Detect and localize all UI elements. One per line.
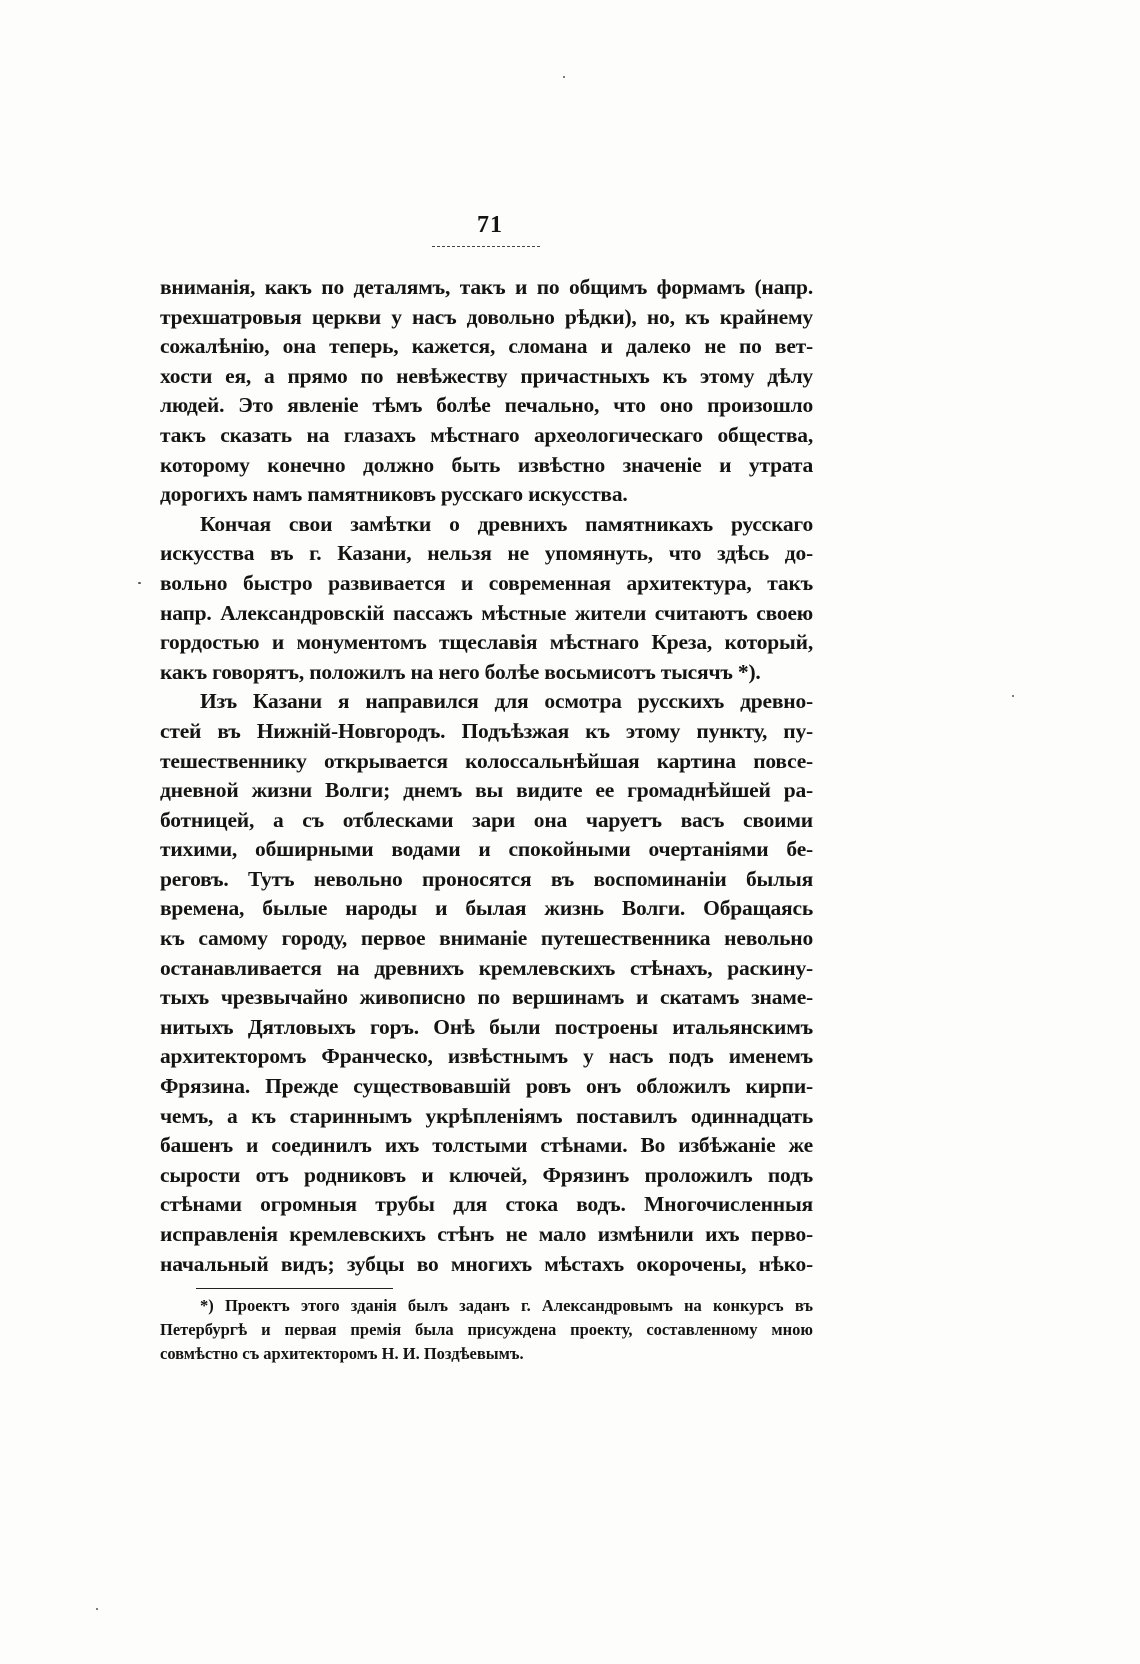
text-line: дневной жизни Волги; днемъ вы видите ее громаднѣйшей ра- [160, 778, 813, 803]
text-line: Кончая свои замѣтки о древнихъ памятникахъ русскаго [200, 511, 813, 536]
text-line: архитекторомъ Франческо, извѣстнымъ у насъ подъ именемъ [160, 1044, 813, 1069]
body-text [160, 273, 813, 1279]
text-line: останавливается на древнихъ кремлевскихъ стѣнахъ, раскину- [160, 955, 813, 980]
text-line: сожалѣнію, она теперь, кажется, сломана и далеко не по вет- [160, 334, 813, 359]
text-line: вольно быстро развивается и современная архитектура, такъ [160, 570, 813, 595]
text-line: времена, былые народы и былая жизнь Волги. Обращаясь [160, 896, 813, 921]
text-line: реговъ. Тутъ невольно проносятся въ воспоминаніи былыя [160, 866, 813, 891]
text-line: такъ сказать на глазахъ мѣстнаго археологическаго общества, [160, 422, 813, 447]
text-line: трехшатровыя церкви у насъ довольно рѣдки), но, къ крайнему [160, 304, 813, 329]
footnote-line: Петербургѣ и первая премія была присуждена проекту, составленному мною [160, 1320, 813, 1339]
text-line: тихими, обширными водами и спокойными очертаніями бе- [160, 837, 813, 862]
text-line: ботницей, а съ отблесками зари она чаруетъ васъ своими [160, 807, 813, 832]
text-line: чемъ, а къ стариннымъ укрѣпленіямъ поставилъ одиннадцать [160, 1103, 813, 1128]
scan-speck [563, 76, 565, 78]
text-line: Фрязина. Прежде существовавшій ровъ онъ обложилъ кирпи- [160, 1074, 813, 1099]
scan-speck [138, 582, 141, 584]
scan-speck [1012, 695, 1014, 697]
text-line: напр. Александровскій пассажъ мѣстные жители считаютъ своею [160, 600, 813, 625]
text-line: стѣнами огромныя трубы для стока водъ. Многочисленныя [160, 1192, 813, 1217]
footnote-line: *) Проектъ этого зданія былъ заданъ г. Александровымъ на конкурсъ въ [200, 1296, 813, 1315]
text-line: Изъ Казани я направился для осмотра русскихъ древно- [200, 689, 813, 714]
page-number: 71 [477, 212, 503, 238]
text-line: исправленія кремлевскихъ стѣнъ не мало измѣнили ихъ перво- [160, 1222, 813, 1246]
text-line: вниманія, какъ по деталямъ, такъ и по общимъ формамъ (напр. [160, 275, 813, 299]
text-line: которому конечно должно быть извѣстно значеніе и утрата [160, 452, 813, 477]
text-line: тыхъ чрезвычайно живописно по вершинамъ и скатамъ знаме- [160, 985, 813, 1010]
text-line: искусства въ г. Казани, нельзя не упомянуть, что здѣсь до- [160, 541, 813, 566]
text-line: гордостью и монументомъ тщеславія мѣстнаго Креза, который, [160, 630, 813, 655]
footnote-line: совмѣстно съ архитекторомъ Н. И. Поздѣевымъ. [160, 1344, 524, 1363]
header-rule [432, 246, 540, 247]
scan-speck [96, 1608, 98, 1610]
text-line: какъ говорятъ, положилъ на него болѣе восьмисотъ тысячъ *). [160, 659, 761, 684]
footnote-rule [196, 1288, 393, 1289]
text-line: тешественнику открывается колоссальнѣйшая картина повсе- [160, 748, 813, 773]
text-line: хости ея, а прямо по невѣжеству причастныхъ къ этому дѣлу [160, 363, 813, 388]
text-line: нитыхъ Дятловыхъ горъ. Онѣ были построены итальянскимъ [160, 1014, 813, 1039]
text-line: начальный видъ; зубцы во многихъ мѣстахъ окорочены, нѣко- [160, 1251, 813, 1276]
text-line: къ самому городу, первое вниманіе путешественника невольно [160, 926, 813, 951]
footnote [160, 1294, 813, 1366]
text-line: башенъ и соединилъ ихъ толстыми стѣнами. Во избѣжаніе же [160, 1133, 813, 1158]
text-line: дорогихъ намъ памятниковъ русскаго искусства. [160, 482, 628, 507]
text-line: людей. Это явленіе тѣмъ болѣе печально, что оно произошло [160, 393, 813, 418]
text-line: стей въ Нижній-Новгородъ. Подъѣзжая къ этому пункту, пу- [160, 718, 813, 743]
text-line: сырости отъ родниковъ и ключей, Фрязинъ проложилъ подъ [160, 1162, 813, 1187]
